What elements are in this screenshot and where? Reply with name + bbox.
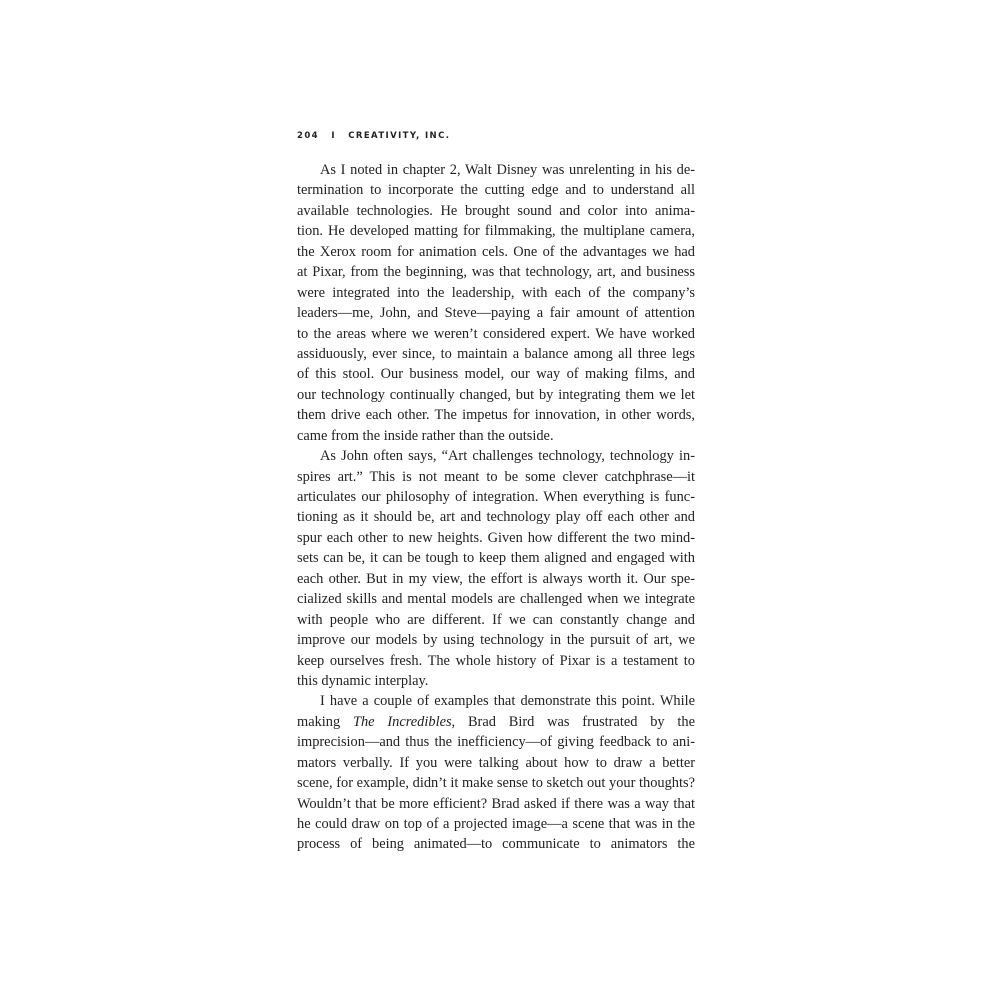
body-text: [297, 160, 695, 855]
text-line: he could draw on top of a projected image—a scene that was in the: [297, 816, 695, 832]
text-line: As John often says, “Art challenges technology, technology in-: [320, 448, 695, 465]
text-line: keep ourselves fresh. The whole history of Pixar is a testament to: [297, 652, 695, 669]
book-title: CREATIVITY, INC.: [348, 131, 451, 141]
text-line: to the areas where we weren’t considered expert. We have worked: [297, 325, 695, 342]
text-line: this dynamic interplay.: [297, 672, 429, 689]
text-line: leaders—me, John, and Steve—paying a fair amount of attention: [297, 305, 695, 322]
paragraph: [297, 446, 695, 691]
text-line: of this stool. Our business model, our way of making films, and: [297, 366, 695, 383]
text-line: mators verbally. If you were talking about how to draw a better: [297, 754, 695, 771]
text-line: I have a couple of examples that demonstrate this point. While: [320, 693, 695, 710]
paragraph: [297, 691, 695, 855]
running-head: [297, 131, 450, 141]
text-line: cialized skills and mental models are challenged when we integrate: [297, 591, 695, 608]
text-line: each other. But in my view, the effort is always worth it. Our spe-: [297, 570, 695, 587]
text-line: spires art.” This is not meant to be some clever catchphrase—it: [297, 468, 695, 485]
text-line: our technology continually changed, but by integrating them we let: [297, 386, 695, 403]
text-line: spur each other to new heights. Given how different the two mind-: [297, 529, 695, 546]
text-line: them drive each other. The impetus for innovation, in other words,: [297, 407, 695, 424]
text-line: [297, 712, 695, 732]
text-line: termination to incorporate the cutting edge and to understand all: [297, 182, 695, 199]
text-line: with people who are different. If we can constantly change and: [297, 611, 695, 628]
text-line: assiduously, ever since, to maintain a balance among all three legs: [297, 345, 695, 362]
text-line: sets can be, it can be tough to keep them aligned and engaged with: [297, 550, 695, 567]
text-line: process of being animated—to communicate to animators the: [297, 836, 695, 853]
text-line: As I noted in chapter 2, Walt Disney was unrelenting in his de-: [320, 162, 695, 178]
text-line: were integrated into the leadership, with each of the company’s: [297, 284, 695, 301]
text-line: scene, for example, didn’t it make sense to sketch out your thoughts?: [297, 775, 695, 792]
text-line: Wouldn’t that be more efficient? Brad asked if there was a way that: [297, 795, 695, 812]
paragraph: [297, 160, 695, 446]
text-line: came from the inside rather than the outside.: [297, 427, 554, 444]
text-run: making: [297, 713, 353, 730]
italic-title: The Incredibles,: [352, 713, 456, 730]
text-line: available technologies. He brought sound and color into anima-: [297, 202, 695, 219]
text-line: tion. He developed matting for filmmaking, the multiplane camera,: [297, 223, 695, 240]
text-run: Brad Bird was frustrated by the: [455, 713, 695, 730]
text-line: tioning as it should be, art and technology play off each other and: [297, 509, 695, 526]
running-head-separator: I: [331, 131, 336, 141]
text-line: the Xerox room for animation cels. One of the advantages we had: [297, 243, 695, 260]
text-line: imprecision—and thus the inefficiency—of giving feedback to ani-: [297, 734, 695, 751]
text-line: articulates our philosophy of integration. When everything is func-: [297, 489, 695, 505]
text-line: improve our models by using technology in the pursuit of art, we: [297, 632, 695, 649]
text-line: at Pixar, from the beginning, was that technology, art, and business: [297, 264, 695, 281]
page-number: 204: [297, 131, 319, 141]
